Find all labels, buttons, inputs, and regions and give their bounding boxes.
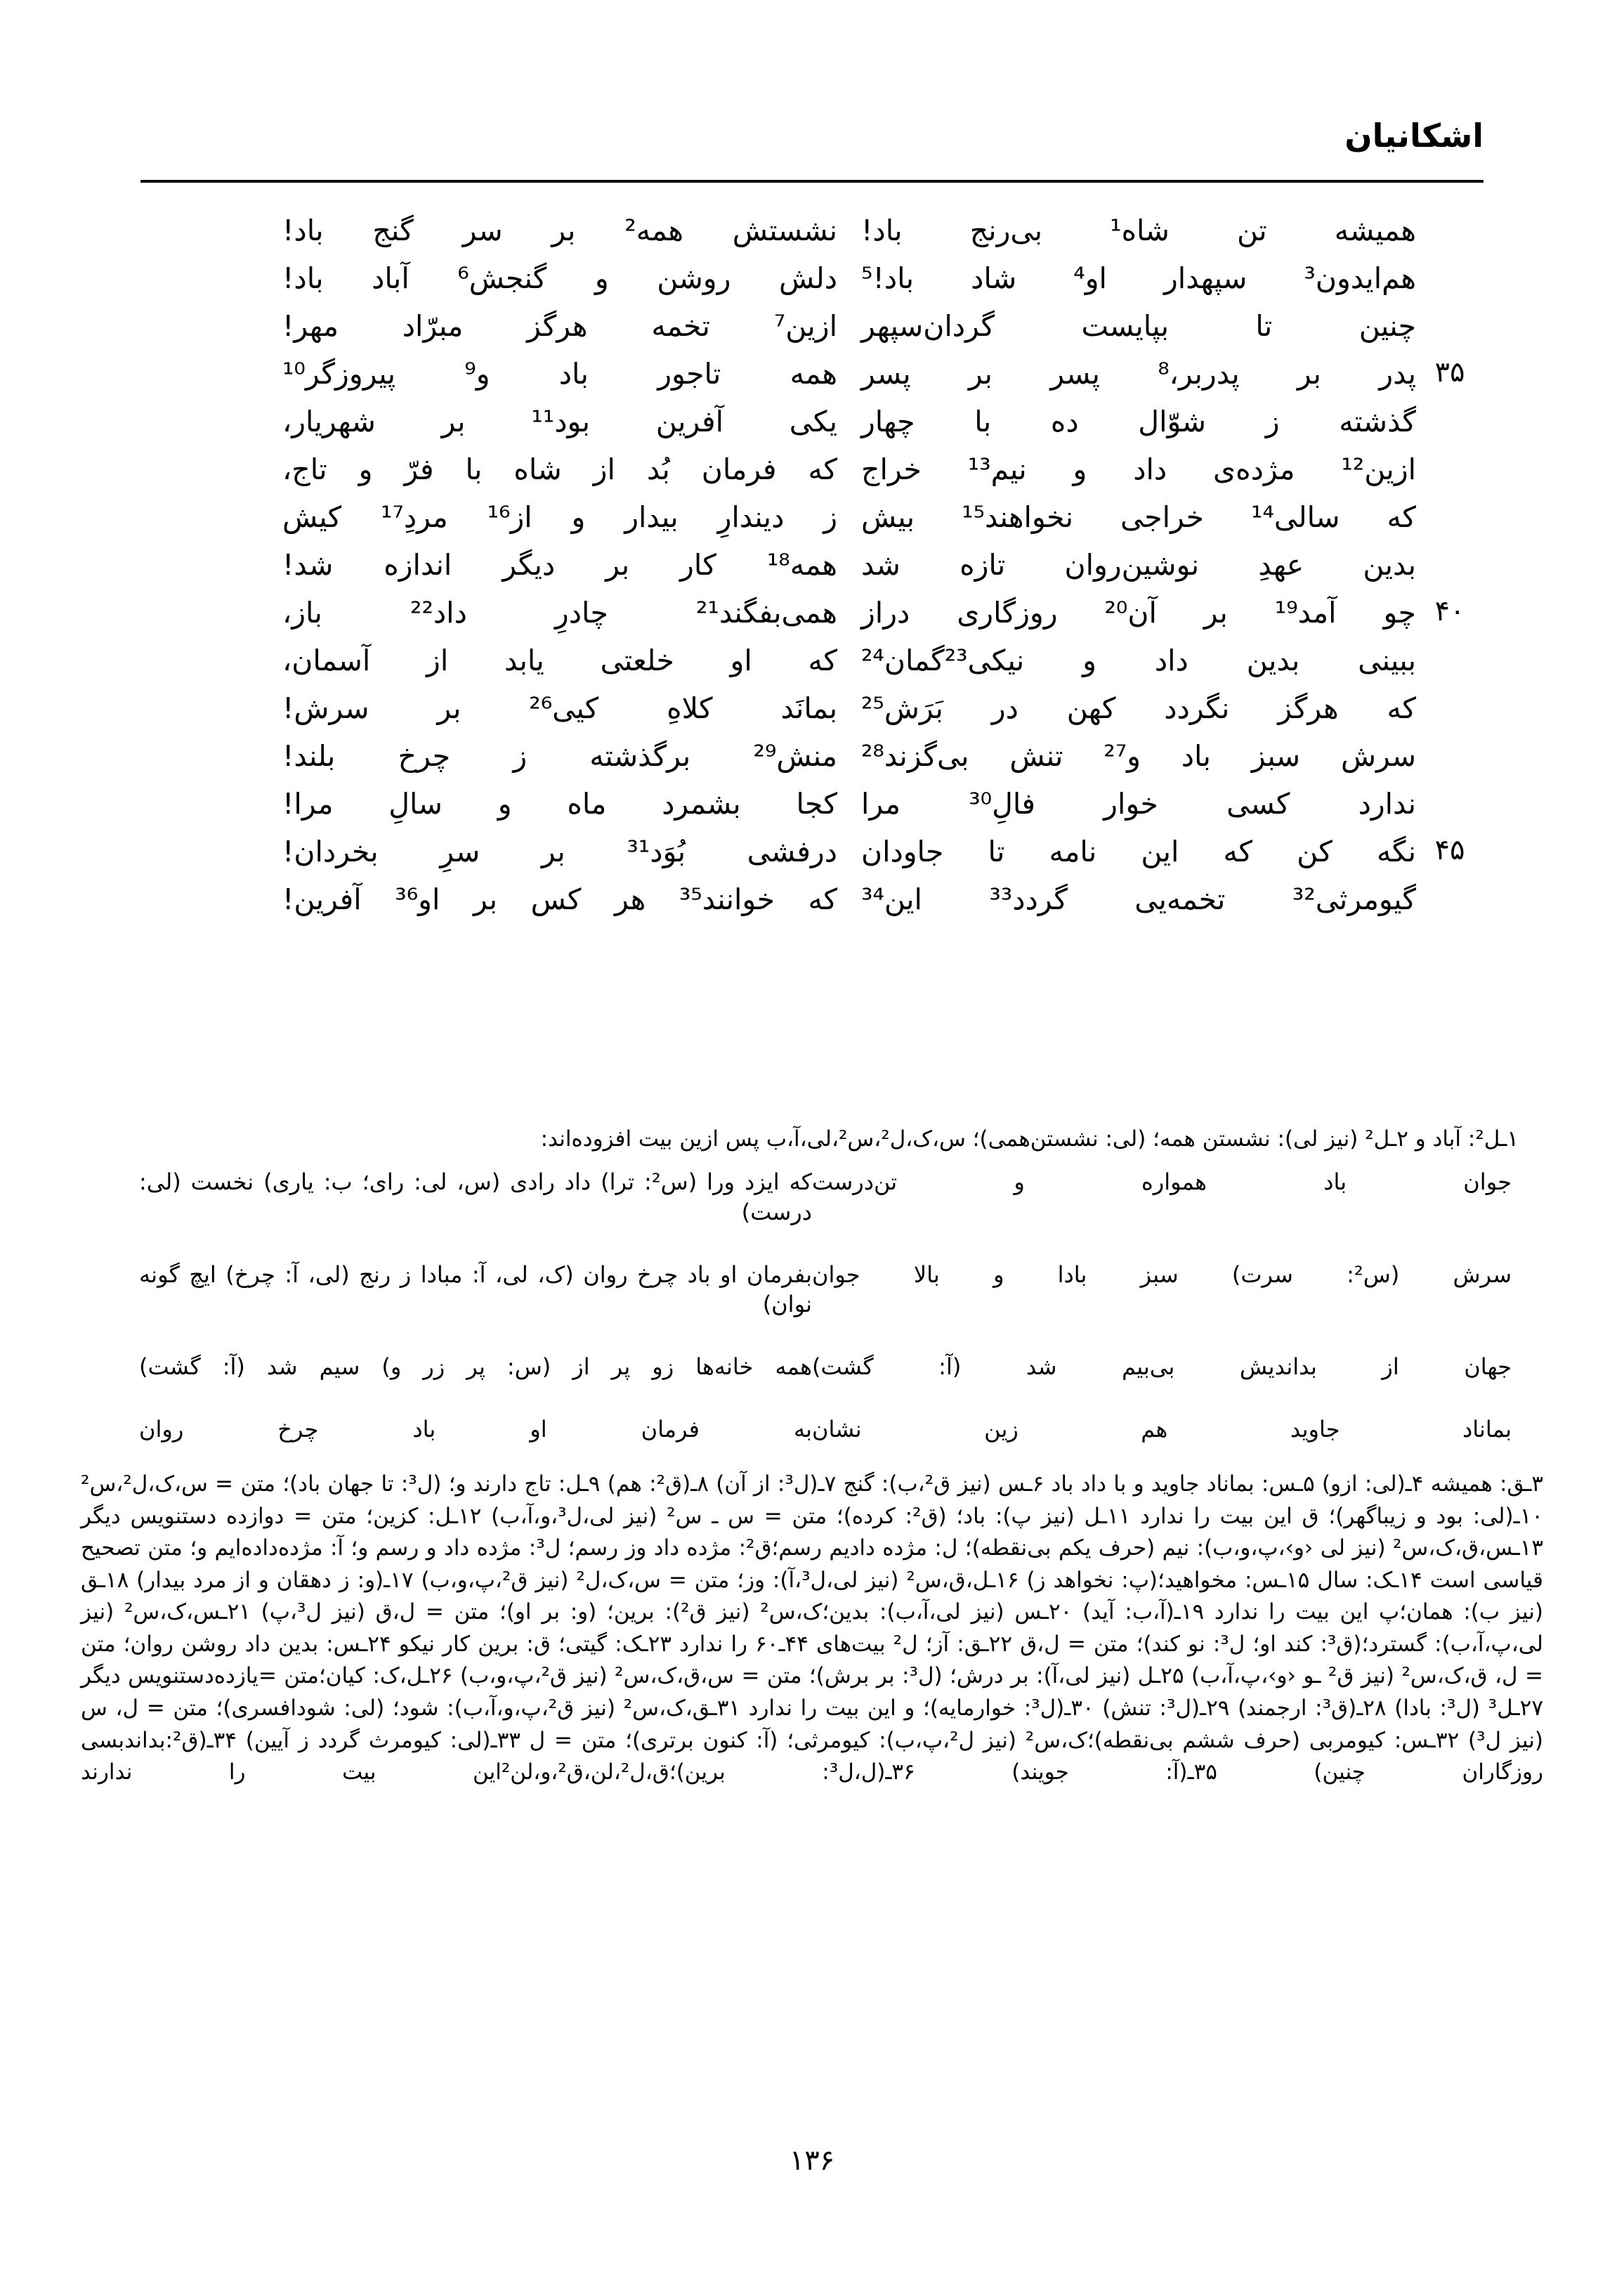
hemistich-first: گذشته ز شوّال ده با چهار [861, 405, 1416, 438]
verse-couplet [140, 306, 1484, 354]
hemistich-first: که هرگز نگردد کهن در بَرَش²⁵ [861, 691, 1416, 725]
verse-line-number [1416, 641, 1484, 645]
apparatus-hemistich-right: جوان باد همواره و تن‌درست [812, 1168, 1512, 1195]
hemistich-second: کجا بشمرد ماه و سالِ مرا! [282, 787, 837, 821]
apparatus-dense-notes: ۳ـق: همیشه ۴ـ(لی: ازو) ۵ـس: بماناد جاوید و با داد باد ۶ـس (نیز ق²،ب): گنج ۷ـ(ل³: از آن) ۸ـ(ق²: هم) ۹ـل: تاج دارند و؛ (ل³: تا جهان باد)؛ متن = س،ک،ل²،س² ۱۰ـ(لی: بود و زیباگهر)؛ ق این بیت را ندارد ۱۱ـل (نیز پ): باد؛ (ق²: کرده)؛ متن = س ـ س² (نیز لی،ل³،و،آ،ب) ۱۲ـل: کزین؛ متن = دوازده دستنویس دیگر ۱۳ـس،ق،ک،س² (نیز لی ‹و›،پ،و،ب): نیم (حرف یکم بی‌نقطه)؛ ل: مژده دادیم رسم؛ق²: مژده داد وز رسم؛ ل³: مژده داد و رسم و؛ آ: مژده‌داده‌ایم و؛ متن تصحیح قیاسی است ۱۴ـک: سال ۱۵ـس: مخواهید؛(پ: نخواهد ز) ۱۶ـل،ق،س² (نیز لی،ل³،آ): وز؛ متن = س،ک،ل² (نیز ق²،پ،و،ب) ۱۷ـ(و: ز دهقان و از مرد بیدار) ۱۸ـق (نیز ب): همان؛پ این بیت را ندارد ۱۹ـ(آ،ب: آید) ۲۰ـس (نیز لی،آ،ب): بدین؛ک،س² (نیز ق²): برین؛ (و: بر او)؛ متن = ل،ق (نیز ل³،پ) ۲۱ـس،ک،س² (نیز لی،پ،آ،ب): گسترد؛(ق³: کند او؛ ل³: نو کند)؛ متن = ل،ق ۲۲ـق: آز؛ ل² بیت‌های ۴۴ـ۶۰ را ندارد ۲۳ـک: گیتی؛ ق: برین کار نیکو ۲۴ـس: بدین داد روشن روان؛ متن = ل، ق،ک،س² (نیز ق² ـو ‹و›،پ،آ،ب) ۲۵ـل (نیز لی،آ): بر درش؛ (ل³: بر برش)؛ متن = س،ق،ک،س² (نیز ق²،پ،و،ب) ۲۶ـل،ک: کیان؛متن =یازده‌دستنویس دیگر ۲۷ـل³ (ل³: بادا) ۲۸ـ(ق³: ارجمند) ۲۹ـ(ل³: تنش) ۳۰ـ(ل³: خوارمایه)؛ و این بیت را ندارد ۳۱ـق،ک،س² (نیز ق²،پ،و،آ،ب): شود؛ (لی: شودافسری)؛ متن = ل، س (نیز ل³) ۳۲ـس: کیومربی (حرف ششم بی‌نقطه)؛ک،س² (نیز ل²،پ،ب): کیومرثی؛ (آ: کنون برتری)؛ متن = ل ۳۳ـ(لی: کیومرث گردد ز آیین) ۳۴ـ(ق²:بداندبسی روزگاران چنین) ۳۵ـ(آ: جویند) ۳۶ـ(ل،ل³: برین)؛ق،ل²،لن،ق²،و،لن²این بیت را ندارند [81, 1471, 1544, 1785]
hemistich-first: که سالی¹⁴ خراجی نخواهند¹⁵ بیش [861, 500, 1417, 534]
apparatus-variant-couplet [105, 1167, 1519, 1228]
verse-couplet [140, 832, 1484, 880]
hemistich-first: پدر بر پدربر،⁸ پسر بر پسر [861, 357, 1417, 391]
hemistich-first: ندارد کسی خوار فالِ³⁰ مرا [861, 787, 1416, 821]
hemistich-second: نشستش همه² بر سر گنج باد! [282, 214, 838, 247]
verse-line-number [1416, 402, 1484, 406]
verse-line-number [1416, 450, 1484, 454]
apparatus-variant-couplet [105, 1414, 1519, 1445]
apparatus-hemistich-right: بماناد جاوید هم زین نشان [812, 1416, 1512, 1443]
hemistich-first: ازین¹² مژده‌ی داد و نیم¹³ خراج [861, 452, 1417, 486]
verse-line-number [1416, 784, 1484, 788]
hemistich-second: بمانَد کلاهِ کیی²⁶ بر سرش! [282, 691, 837, 725]
hemistich-second: یکی آفرین بود¹¹ بر شهریار، [282, 405, 837, 438]
header-rule [140, 180, 1484, 183]
hemistich-second: دلش روشن و گنجش⁶ آباد باد! [282, 261, 837, 295]
hemistich-first: سرش سبز باد و²⁷ تنش بی‌گزند²⁸ [861, 739, 1416, 773]
apparatus-hemistich-left: بفرمان او باد چرخ روان (ک، لی، آ: مبادا ز رنج (لی، آ: چرخ) ایچ گونه نوان) [139, 1261, 812, 1318]
verse-couplet [140, 593, 1484, 641]
hemistich-first: هم‌ایدون³ سپهدار او⁴ شاد باد!⁵ [861, 261, 1416, 295]
verse-line-number [1416, 736, 1484, 741]
verse-line-number [1416, 259, 1484, 263]
apparatus-variant-verses [105, 1167, 1519, 1445]
verse-line-number: ۳۵ [1434, 356, 1465, 389]
apparatus-variant-couplet [105, 1260, 1519, 1320]
hemistich-second: که خوانند³⁵ هر کس بر او³⁶ آفرین! [282, 883, 838, 916]
verse-line-number [1416, 497, 1484, 502]
verse-line-number [1416, 211, 1484, 215]
hemistich-second: که او خلعتی یابد از آسمان، [282, 644, 837, 677]
hemistich-first: ببینی بدین داد و نیکی²³گمان²⁴ [861, 644, 1416, 677]
verse-couplet [140, 545, 1484, 593]
hemistich-second: منش²⁹ برگذشته ز چرخ بلند! [282, 739, 837, 773]
hemistich-first: نگه کن که این نامه تا جاودان [861, 835, 1416, 868]
verse-couplet [140, 259, 1484, 306]
verse-couplet [140, 497, 1484, 545]
verse-line-number [1416, 545, 1484, 549]
hemistich-first: گیومرثی³² تخمه‌یی گردد³³ این³⁴ [861, 883, 1416, 916]
folio-number: ۱۳۶ [789, 2144, 835, 2177]
apparatus-variant-couplet [105, 1352, 1519, 1382]
verse-couplet [140, 641, 1484, 689]
verse-couplet [140, 880, 1484, 927]
running-head [140, 118, 1484, 183]
verse-line-number [1416, 880, 1484, 884]
apparatus-hemistich-left: که ایزد ورا (س²: ترا) داد رادی (س، لی: رای؛ ب: یاری) نخست (لی: درست) [139, 1168, 813, 1225]
apparatus-hemistich-left: همه خانه‌ها زو پر از (س: پر زر و) سیم شد (آ: گشت) [139, 1353, 812, 1381]
page-title: اشکانیان [1344, 117, 1484, 155]
hemistich-second: همه¹⁸ کار بر دیگر اندازه شد! [282, 548, 837, 582]
apparatus-lead: ۱ـل²: آباد و ۲ـل² (نیز لی): نشستن همه؛ (لی: نشستن‌همی)؛ س،ک،ل²،س²،لی،آ،ب پس ازین بیت افزوده‌اند: [540, 1126, 1519, 1152]
apparatus-hemistich-right: جهان از بداندیش بی‌بیم شد (آ: گشت) [812, 1353, 1512, 1381]
hemistich-first: چو آمد¹⁹ بر آن²⁰ روزگاری دراز [861, 596, 1416, 630]
verse-couplet [140, 689, 1484, 736]
verse-couplet [140, 784, 1484, 832]
verse-couplet [140, 736, 1484, 784]
verse-couplet [140, 211, 1484, 259]
hemistich-second: که فرمان بُد از شاه با فرّ و تاج، [282, 452, 837, 486]
apparatus-hemistich-right: سرش (س²: سرت) سبز بادا و بالا جوان [812, 1261, 1512, 1288]
verse-line-number [1416, 306, 1484, 311]
verse-line-number [1416, 689, 1484, 693]
hemistich-second: ازین⁷ تخمه هرگز مبرّاد مهر! [282, 309, 837, 343]
hemistich-first: بدین عهدِ نوشین‌روان تازه شد [861, 548, 1416, 582]
hemistich-first: چنین تا بپایست گردان‌سپهر [861, 309, 1416, 343]
hemistich-second: ز دیندارِ بیدار و از¹⁶ مردِ¹⁷ کیش [282, 500, 838, 534]
hemistich-second: همی‌بفگند²¹ چادرِ داد²² باز، [282, 596, 837, 630]
apparatus-criticus [105, 1124, 1519, 1477]
hemistich-first: همیشه تن شاه¹ بی‌رنج باد! [861, 214, 1416, 247]
verse-line-number: ۴۰ [1434, 595, 1465, 627]
apparatus-hemistich-left: به فرمان او باد چرخ روان [139, 1416, 812, 1443]
verse-block [140, 211, 1484, 927]
verse-line-number: ۴۵ [1434, 834, 1465, 866]
hemistich-second: همه تاجور باد و⁹ پیروزگر¹⁰ [282, 357, 837, 391]
hemistich-second: درفشی بُوَد³¹ بر سرِ بخردان! [282, 835, 837, 868]
verse-couplet [140, 450, 1484, 497]
verse-couplet [140, 402, 1484, 450]
verse-couplet [140, 354, 1484, 402]
